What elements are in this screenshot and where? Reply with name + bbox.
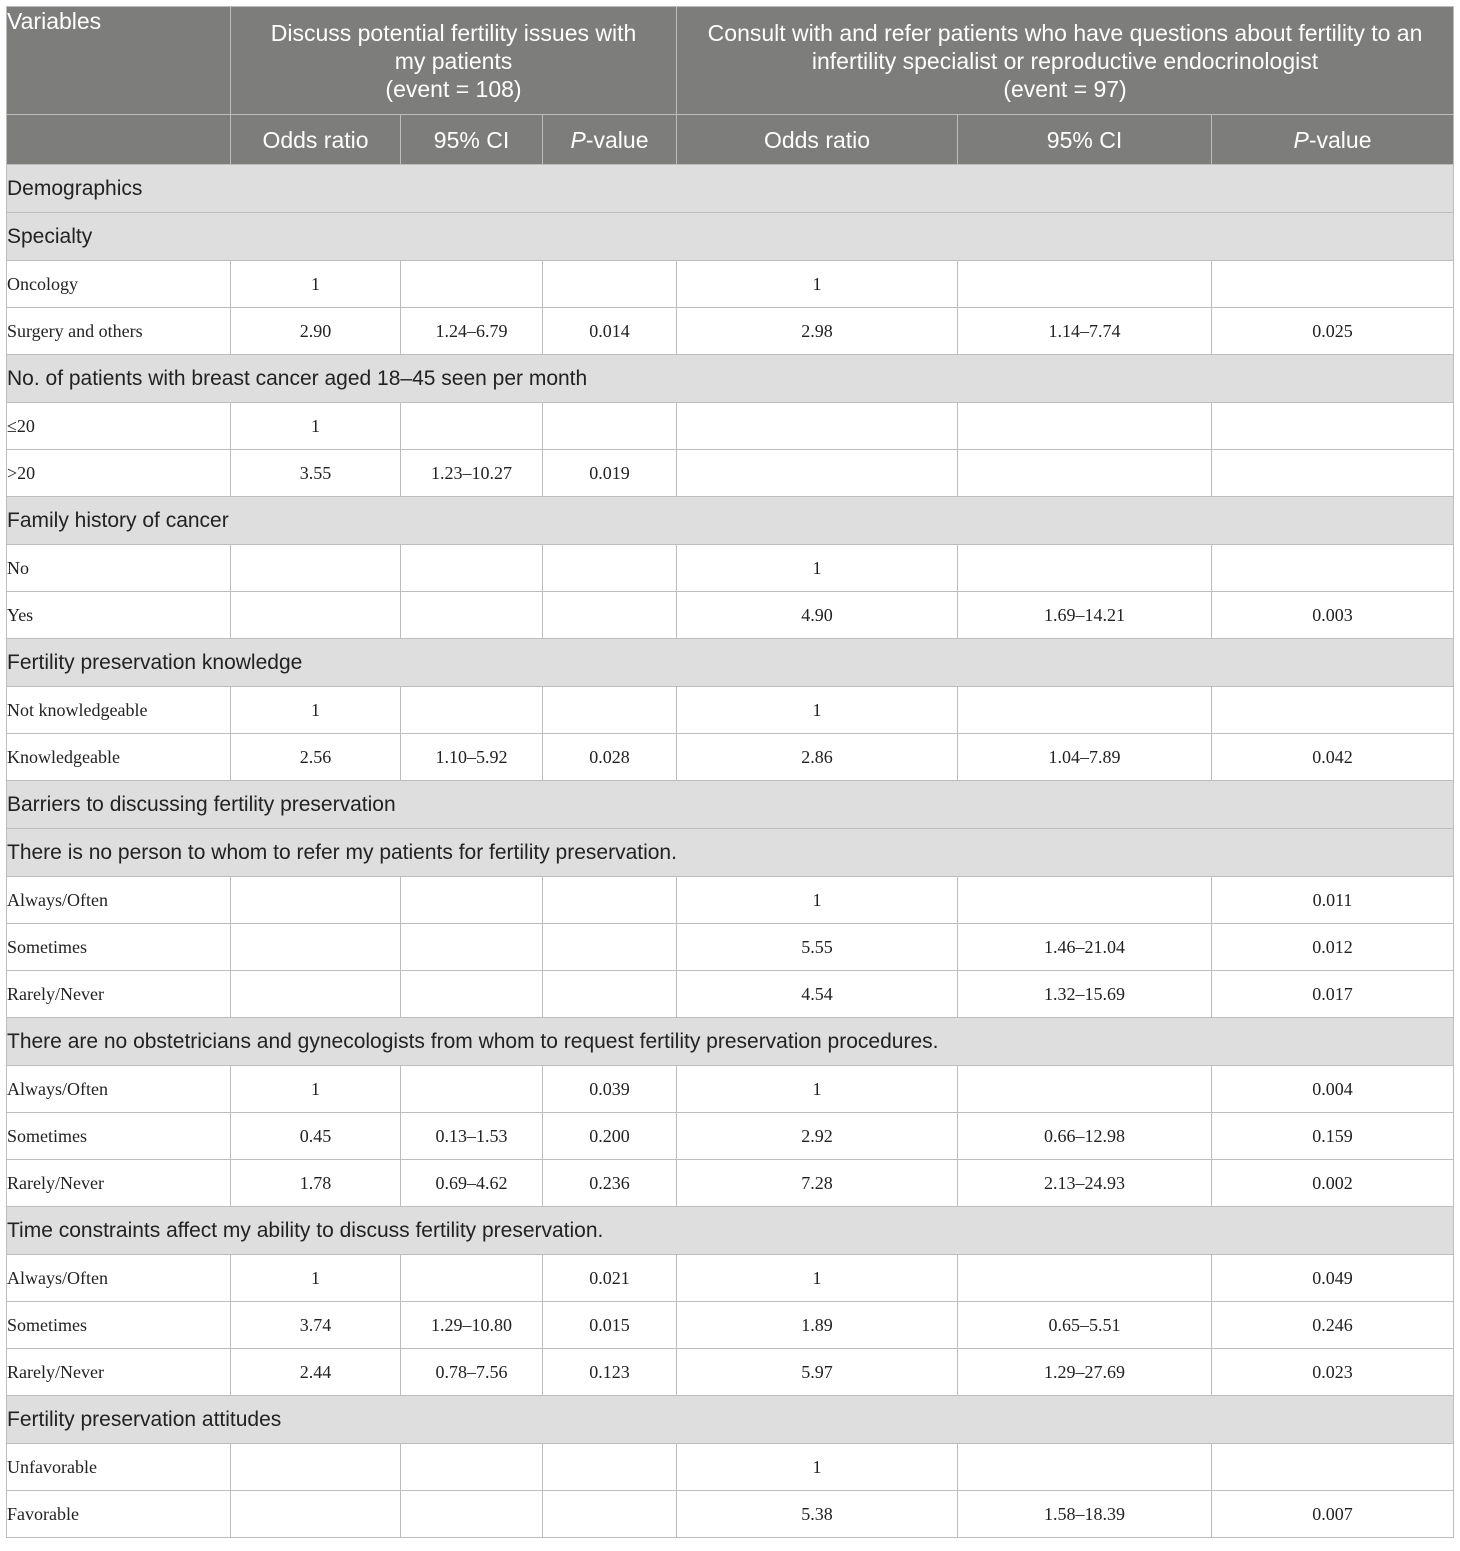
odds-ratio-header-1: Odds ratio [231,115,401,165]
p-value-discuss-cell: 0.236 [543,1160,677,1207]
section-row [7,165,1454,213]
subsection-label: Time constraints affect my ability to discuss fertility preservation. [7,1207,1454,1255]
odds-ratio-refer-cell: 7.28 [677,1160,958,1207]
discuss-header-line1: Discuss potential fertility issues with [270,19,637,46]
table-row [7,592,1454,639]
p-value-discuss-cell: 0.039 [543,1066,677,1113]
section-label: Demographics [7,165,1454,213]
row-label: Always/Often [7,877,231,924]
table-row [7,924,1454,971]
ci-discuss-cell: 0.13–1.53 [401,1113,543,1160]
subsection-row [7,1018,1454,1066]
ci-refer-cell [958,877,1212,924]
ci-header-1: 95% CI [401,115,543,165]
ci-discuss-cell [401,592,543,639]
odds-ratio-refer-cell: 1.89 [677,1302,958,1349]
ci-refer-cell [958,687,1212,734]
subsection-label: Fertility preservation attitudes [7,1396,1454,1444]
odds-ratio-discuss-cell: 2.90 [231,308,401,355]
ci-discuss-cell: 0.69–4.62 [401,1160,543,1207]
p-value-refer-cell: 0.017 [1212,971,1454,1018]
p-value-refer-cell: 0.003 [1212,592,1454,639]
p-value-discuss-cell [543,1444,677,1491]
subsection-row [7,213,1454,261]
odds-ratio-discuss-cell [231,545,401,592]
p-value-refer-cell: 0.012 [1212,924,1454,971]
ci-discuss-cell: 1.29–10.80 [401,1302,543,1349]
p-value-discuss-cell: 0.015 [543,1302,677,1349]
ci-refer-cell: 1.46–21.04 [958,924,1212,971]
subsection-row [7,497,1454,545]
subsection-label: Fertility preservation knowledge [7,639,1454,687]
ci-discuss-cell: 1.24–6.79 [401,308,543,355]
table-row [7,734,1454,781]
p-value-refer-cell: 0.025 [1212,308,1454,355]
row-label: Always/Often [7,1255,231,1302]
ci-discuss-cell [401,1491,543,1538]
p-value-discuss-cell: 0.123 [543,1349,677,1396]
subsection-label: There are no obstetricians and gynecologists from whom to request fertility preservation procedures. [7,1018,1454,1066]
table-row [7,261,1454,308]
p-value-discuss-cell: 0.019 [543,450,677,497]
ci-refer-cell: 2.13–24.93 [958,1160,1212,1207]
odds-ratio-discuss-cell [231,1444,401,1491]
refer-header-line2: infertility specialist or reproductive endocrinologist [811,47,1319,74]
odds-ratio-discuss-cell: 3.55 [231,450,401,497]
table-row [7,308,1454,355]
table-row [7,971,1454,1018]
ci-refer-cell: 1.29–27.69 [958,1349,1212,1396]
ci-discuss-cell: 0.78–7.56 [401,1349,543,1396]
odds-ratio-refer-cell: 2.92 [677,1113,958,1160]
odds-ratio-discuss-cell: 1 [231,1255,401,1302]
subsection-label: Family history of cancer [7,497,1454,545]
odds-ratio-discuss-cell: 2.56 [231,734,401,781]
table-body [7,165,1454,1538]
discuss-group-header [231,7,677,115]
p-suffix: -value [585,126,649,153]
table-row [7,403,1454,450]
odds-ratio-discuss-cell: 2.44 [231,1349,401,1396]
odds-ratio-discuss-cell: 1 [231,687,401,734]
odds-ratio-refer-cell: 1 [677,1444,958,1491]
p-value-refer-cell: 0.007 [1212,1491,1454,1538]
odds-ratio-refer-cell: 1 [677,687,958,734]
ci-refer-cell: 1.04–7.89 [958,734,1212,781]
ci-refer-cell: 1.58–18.39 [958,1491,1212,1538]
p-value-discuss-cell: 0.200 [543,1113,677,1160]
odds-ratio-refer-cell: 4.90 [677,592,958,639]
odds-ratio-refer-cell: 5.55 [677,924,958,971]
table-row [7,687,1454,734]
row-label: Oncology [7,261,231,308]
section-row [7,781,1454,829]
row-label: Rarely/Never [7,1160,231,1207]
row-label: Surgery and others [7,308,231,355]
odds-ratio-discuss-cell: 3.74 [231,1302,401,1349]
p-value-refer-cell: 0.049 [1212,1255,1454,1302]
results-table [6,6,1454,1538]
odds-ratio-refer-cell: 1 [677,261,958,308]
p-value-header-1 [543,115,677,165]
row-label: Knowledgeable [7,734,231,781]
ci-refer-cell: 0.65–5.51 [958,1302,1212,1349]
table-row [7,1113,1454,1160]
ci-discuss-cell [401,971,543,1018]
ci-discuss-cell [401,687,543,734]
ci-discuss-cell [401,924,543,971]
odds-ratio-refer-cell [677,450,958,497]
p-value-refer-cell [1212,261,1454,308]
p-italic: P [570,126,586,153]
odds-ratio-refer-cell [677,403,958,450]
subsection-label: No. of patients with breast cancer aged 18–45 seen per month [7,355,1454,403]
p-value-header-2 [1212,115,1454,165]
subsection-row [7,639,1454,687]
odds-ratio-discuss-cell [231,877,401,924]
odds-ratio-refer-cell: 5.38 [677,1491,958,1538]
ci-discuss-cell [401,1066,543,1113]
p-value-discuss-cell [543,545,677,592]
ci-discuss-cell [401,877,543,924]
table-row [7,1066,1454,1113]
ci-refer-cell [958,261,1212,308]
p-value-refer-cell: 0.023 [1212,1349,1454,1396]
refer-header-line3: (event = 97) [1003,75,1127,102]
row-label: Sometimes [7,1302,231,1349]
table-row [7,1255,1454,1302]
p-suffix: -value [1308,126,1372,153]
subsection-row [7,829,1454,877]
row-label: No [7,545,231,592]
table-row [7,545,1454,592]
row-label: Always/Often [7,1066,231,1113]
table-row [7,450,1454,497]
variables-header: Variables [7,7,231,115]
ci-refer-cell [958,545,1212,592]
p-value-refer-cell: 0.042 [1212,734,1454,781]
section-label: Barriers to discussing fertility preservation [7,781,1454,829]
odds-ratio-discuss-cell: 1 [231,403,401,450]
p-value-discuss-cell [543,261,677,308]
odds-ratio-refer-cell: 2.98 [677,308,958,355]
p-value-discuss-cell [543,924,677,971]
ci-discuss-cell [401,1255,543,1302]
odds-ratio-discuss-cell [231,924,401,971]
p-value-refer-cell [1212,687,1454,734]
odds-ratio-refer-cell: 1 [677,1066,958,1113]
p-value-refer-cell: 0.004 [1212,1066,1454,1113]
subsection-row [7,355,1454,403]
ci-discuss-cell: 1.23–10.27 [401,450,543,497]
p-value-discuss-cell [543,971,677,1018]
odds-ratio-discuss-cell: 1.78 [231,1160,401,1207]
p-value-discuss-cell: 0.028 [543,734,677,781]
odds-ratio-header-2: Odds ratio [677,115,958,165]
table-row [7,1349,1454,1396]
odds-ratio-refer-cell: 2.86 [677,734,958,781]
table-header [7,7,1454,165]
discuss-header-line3: (event = 108) [385,75,522,102]
ci-refer-cell: 1.32–15.69 [958,971,1212,1018]
p-value-refer-cell: 0.246 [1212,1302,1454,1349]
ci-refer-cell [958,403,1212,450]
refer-header-line1: Consult with and refer patients who have questions about fertility to an [707,19,1423,46]
ci-discuss-cell [401,1444,543,1491]
p-value-discuss-cell [543,877,677,924]
p-value-refer-cell [1212,545,1454,592]
ci-refer-cell [958,1444,1212,1491]
p-value-discuss-cell [543,687,677,734]
odds-ratio-discuss-cell [231,592,401,639]
row-label: ≤20 [7,403,231,450]
table-row [7,1302,1454,1349]
row-label: Unfavorable [7,1444,231,1491]
table-row [7,1491,1454,1538]
odds-ratio-discuss-cell [231,971,401,1018]
variables-subheader-blank [7,115,231,165]
ci-refer-cell: 1.69–14.21 [958,592,1212,639]
refer-group-header [677,7,1454,115]
odds-ratio-discuss-cell: 1 [231,1066,401,1113]
p-value-discuss-cell [543,592,677,639]
p-value-discuss-cell [543,1491,677,1538]
ci-discuss-cell [401,545,543,592]
p-value-discuss-cell [543,403,677,450]
subsection-label: Specialty [7,213,1454,261]
odds-ratio-discuss-cell: 0.45 [231,1113,401,1160]
row-label: Rarely/Never [7,971,231,1018]
ci-refer-cell [958,1066,1212,1113]
ci-header-2: 95% CI [958,115,1212,165]
ci-discuss-cell: 1.10–5.92 [401,734,543,781]
odds-ratio-refer-cell: 1 [677,877,958,924]
p-value-refer-cell [1212,1444,1454,1491]
ci-discuss-cell [401,403,543,450]
odds-ratio-discuss-cell: 1 [231,261,401,308]
p-italic: P [1293,126,1309,153]
row-label: Favorable [7,1491,231,1538]
odds-ratio-refer-cell: 5.97 [677,1349,958,1396]
table-row [7,877,1454,924]
ci-refer-cell [958,450,1212,497]
row-label: Not knowledgeable [7,687,231,734]
p-value-refer-cell: 0.159 [1212,1113,1454,1160]
ci-refer-cell: 0.66–12.98 [958,1113,1212,1160]
table-row [7,1444,1454,1491]
row-label: Sometimes [7,1113,231,1160]
ci-refer-cell [958,1255,1212,1302]
subsection-label: There is no person to whom to refer my patients for fertility preservation. [7,829,1454,877]
table-row [7,1160,1454,1207]
odds-ratio-refer-cell: 1 [677,1255,958,1302]
row-label: >20 [7,450,231,497]
p-value-refer-cell [1212,403,1454,450]
odds-ratio-refer-cell: 4.54 [677,971,958,1018]
subsection-row [7,1396,1454,1444]
p-value-discuss-cell: 0.014 [543,308,677,355]
discuss-header-line2: my patients [394,47,513,74]
p-value-refer-cell: 0.002 [1212,1160,1454,1207]
p-value-refer-cell [1212,450,1454,497]
p-value-refer-cell: 0.011 [1212,877,1454,924]
odds-ratio-discuss-cell [231,1491,401,1538]
odds-ratio-refer-cell: 1 [677,545,958,592]
subsection-row [7,1207,1454,1255]
row-label: Sometimes [7,924,231,971]
row-label: Rarely/Never [7,1349,231,1396]
ci-discuss-cell [401,261,543,308]
ci-refer-cell: 1.14–7.74 [958,308,1212,355]
row-label: Yes [7,592,231,639]
p-value-discuss-cell: 0.021 [543,1255,677,1302]
